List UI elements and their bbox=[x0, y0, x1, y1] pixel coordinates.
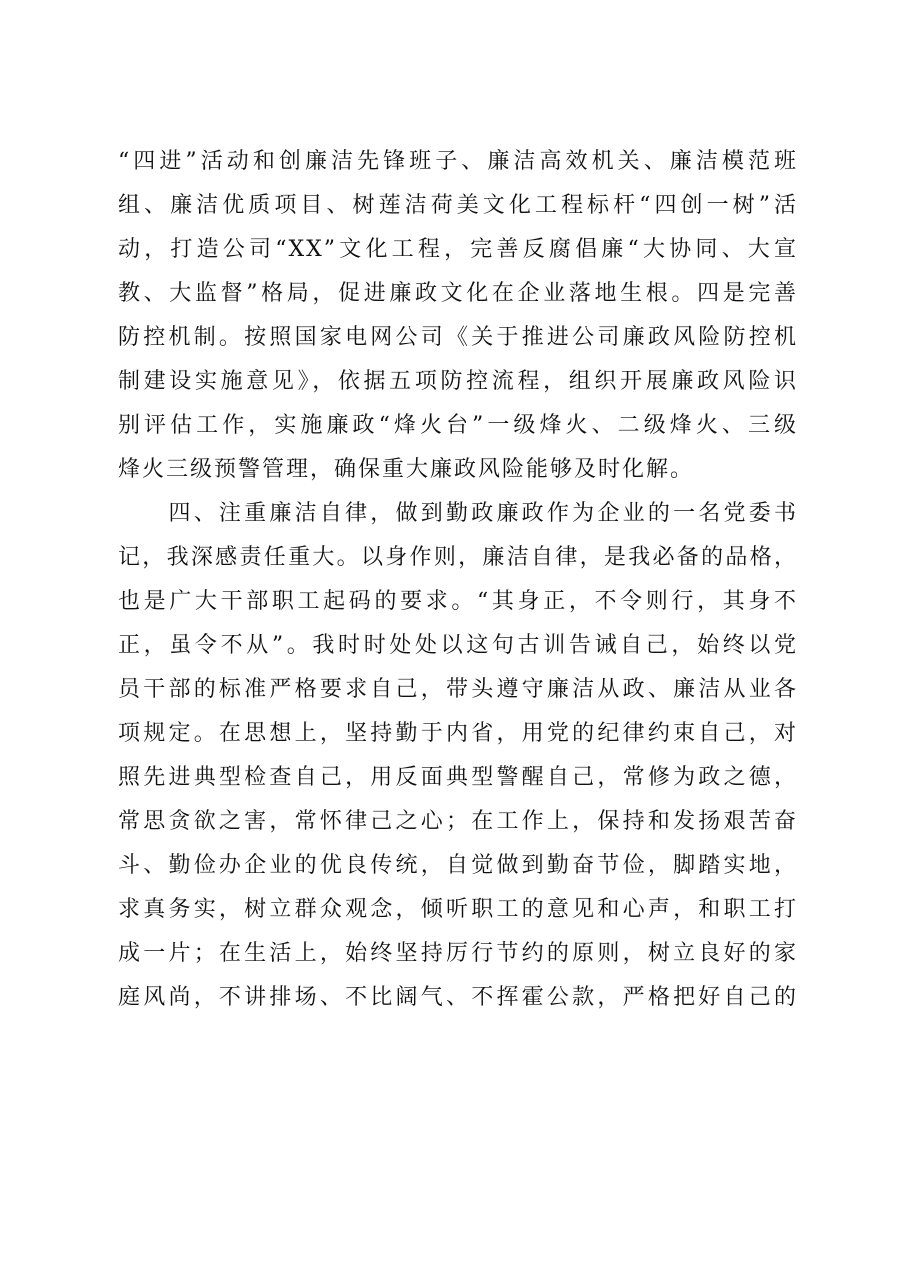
text-line: 照先进典型检查自己，用反面典型警醒自己，常修为政之德， bbox=[118, 765, 798, 790]
text-line: 也是广大干部职工起码的要求。“其身正，不令则行，其身不 bbox=[118, 589, 798, 614]
text-line: “四进”活动和创廉洁先锋班子、廉洁高效机关、廉洁模范班 bbox=[118, 149, 798, 174]
text-line: 成一片；在生活上，始终坚持厉行节约的原则，树立良好的家 bbox=[118, 941, 798, 966]
text-line: 庭风尚，不讲排场、不比阔气、不挥霍公款，严格把好自己的 bbox=[118, 985, 798, 1010]
text-line: 常思贪欲之害，常怀律己之心；在工作上，保持和发扬艰苦奋 bbox=[118, 809, 798, 834]
body-text bbox=[118, 140, 798, 1020]
text-line-paragraph-start: 四、注重廉洁自律，做到勤政廉政作为企业的一名党委书 bbox=[118, 501, 798, 526]
text-line: 制建设实施意见》，依据五项防控流程，组织开展廉政风险识 bbox=[118, 369, 798, 394]
text-line: 项规定。在思想上，坚持勤于内省，用党的纪律约束自己，对 bbox=[118, 721, 798, 746]
text-line: 求真务实，树立群众观念，倾听职工的意见和心声，和职工打 bbox=[118, 897, 798, 922]
text-line: 别评估工作，实施廉政“烽火台”一级烽火、二级烽火、三级 bbox=[118, 413, 798, 438]
text-line: 动，打造公司“XX”文化工程，完善反腐倡廉“大协同、大宣 bbox=[118, 237, 798, 262]
text-line: 组、廉洁优质项目、树莲洁荷美文化工程标杆“四创一树”活 bbox=[118, 193, 798, 218]
text-line: 斗、勤俭办企业的优良传统，自觉做到勤奋节俭，脚踏实地， bbox=[118, 853, 798, 878]
text-line: 正，虽令不从”。我时时处处以这句古训告诫自己，始终以党 bbox=[118, 633, 798, 658]
text-line: 员干部的标准严格要求自己，带头遵守廉洁从政、廉洁从业各 bbox=[118, 677, 798, 702]
text-line: 记，我深感责任重大。以身作则，廉洁自律，是我必备的品格， bbox=[118, 545, 798, 570]
text-line: 防控机制。按照国家电网公司《关于推进公司廉政风险防控机 bbox=[118, 325, 798, 350]
text-line-paragraph-end: 烽火三级预警管理，确保重大廉政风险能够及时化解。 bbox=[118, 457, 695, 482]
text-line: 教、大监督”格局，促进廉政文化在企业落地生根。四是完善 bbox=[118, 281, 798, 306]
